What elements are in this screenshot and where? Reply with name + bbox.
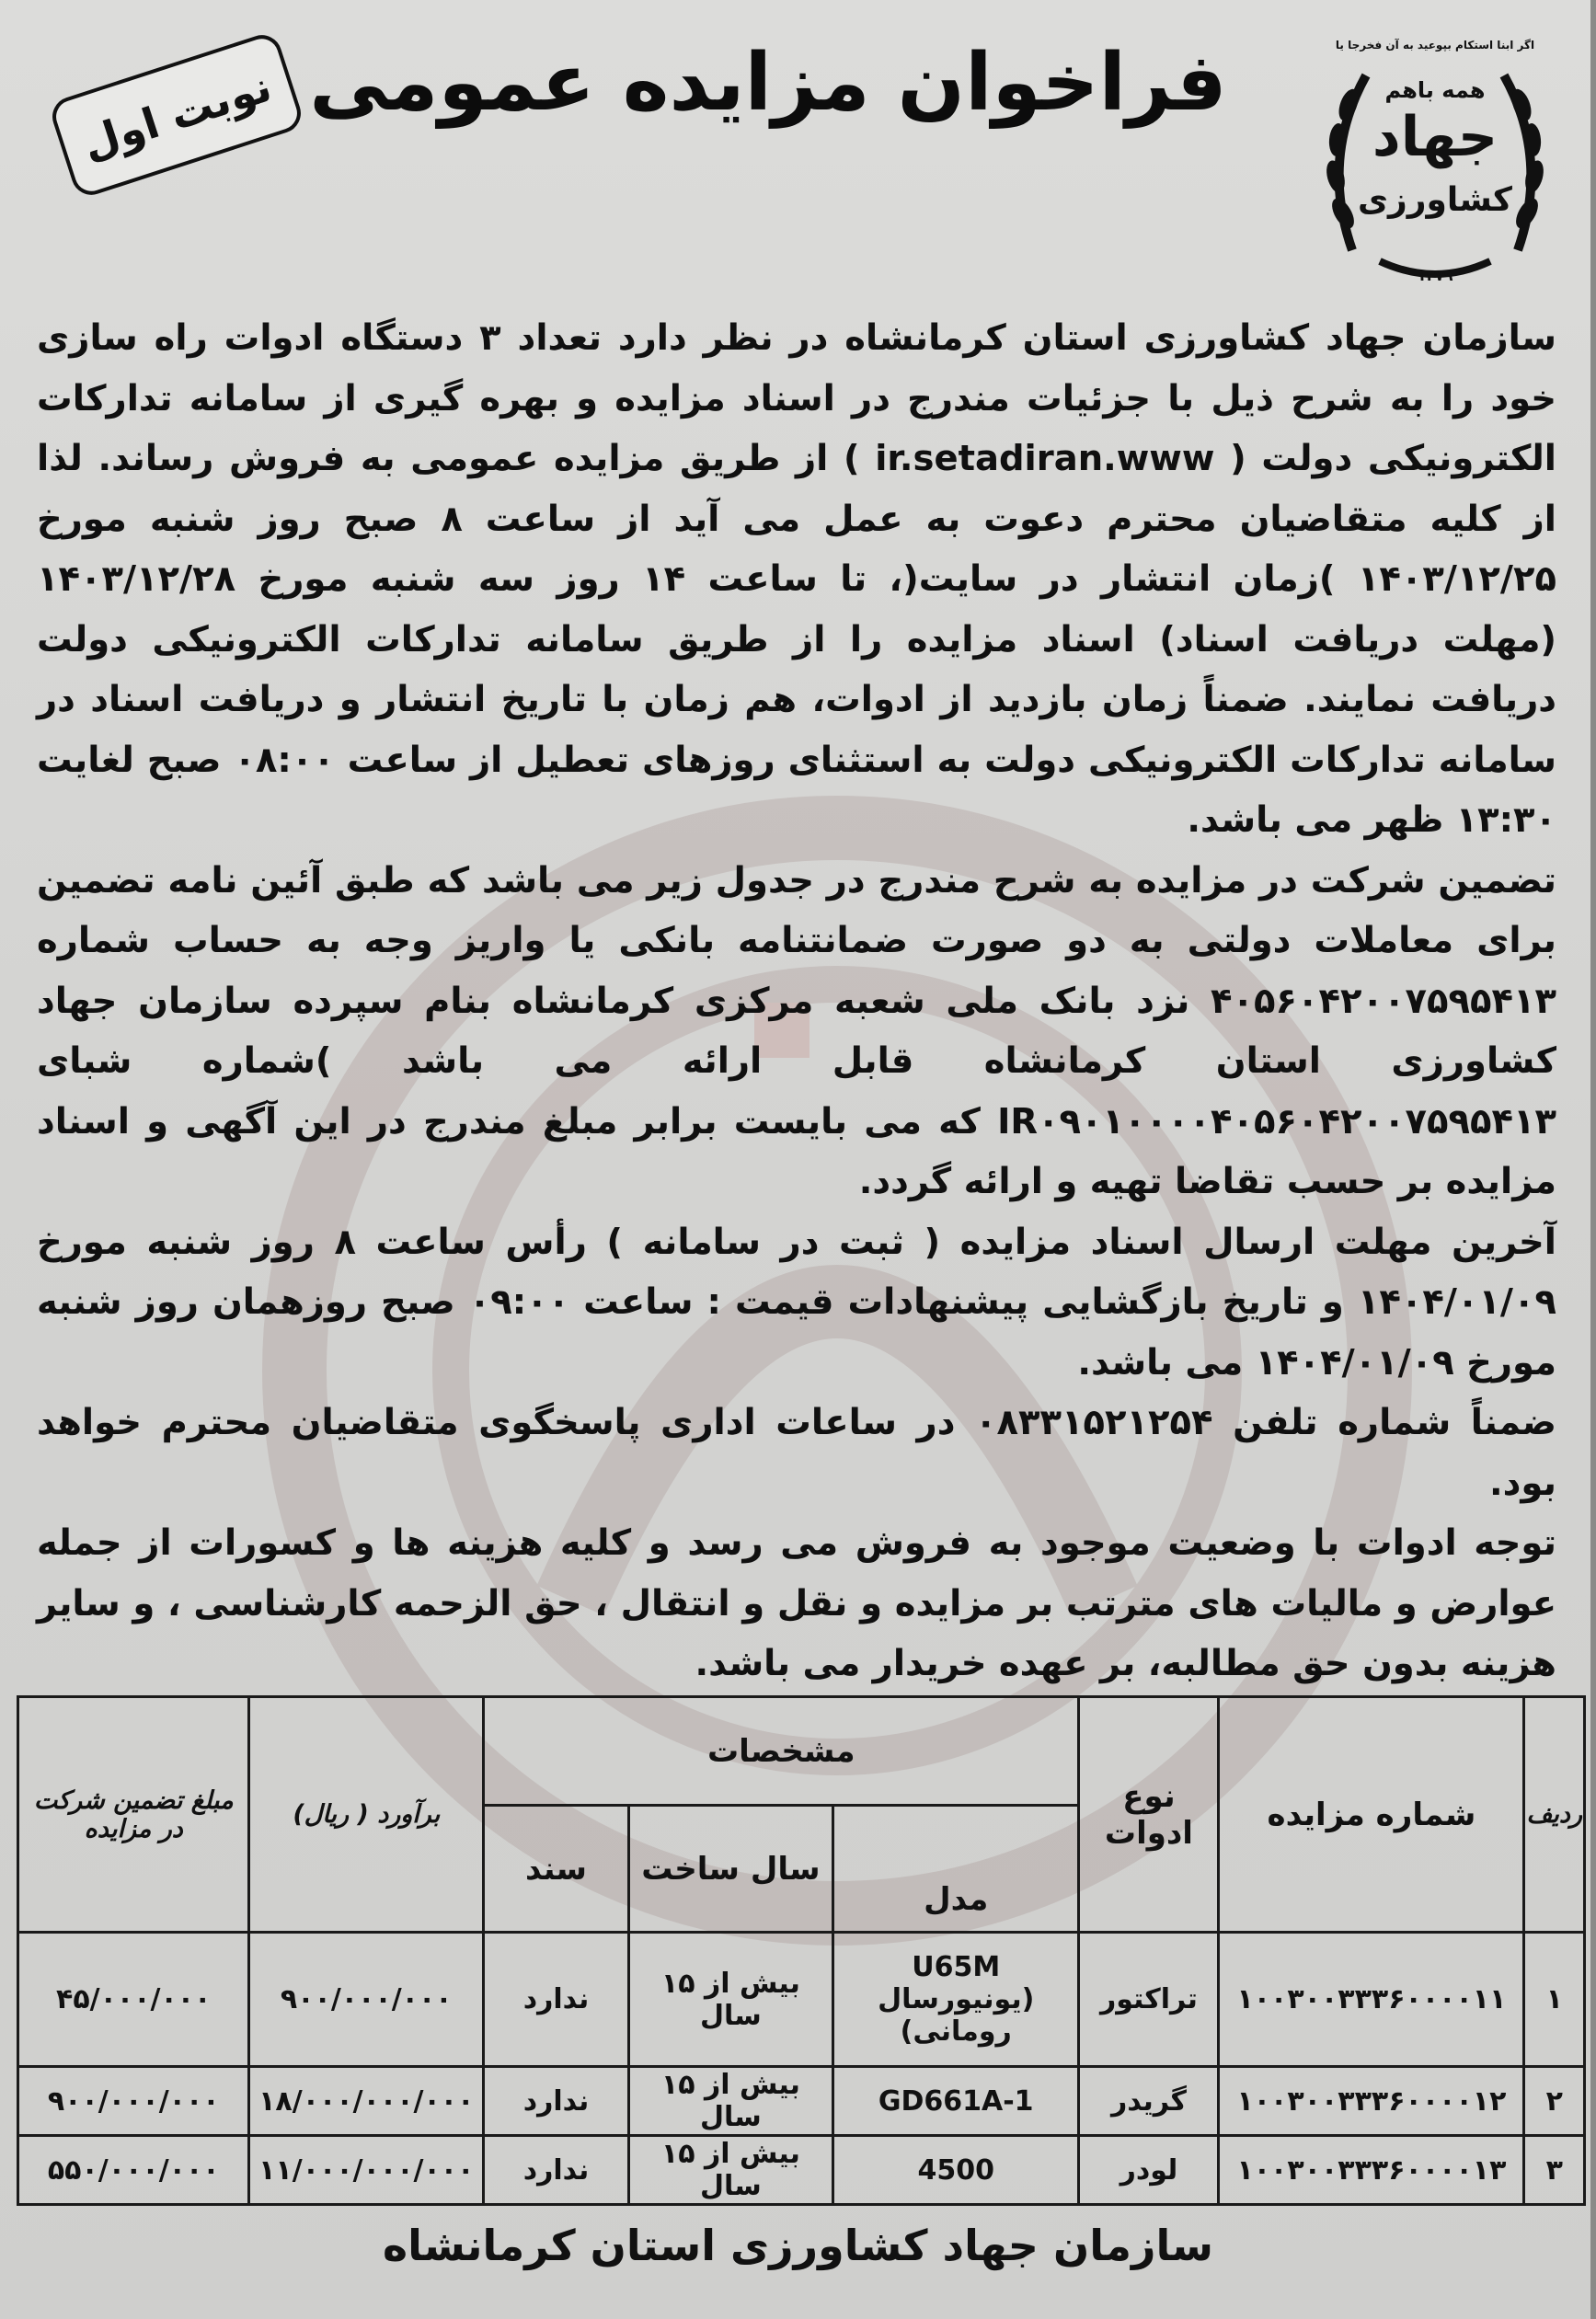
logo-year: ۱۳۷۹ bbox=[1417, 267, 1453, 284]
logo-name: جهاد bbox=[1372, 105, 1498, 169]
cell-auction-no: ۱۰۰۳۰۰۳۳۳۶۰۰۰۰۱۱ bbox=[1219, 1933, 1524, 2067]
cell-estimate: ۹۰۰/۰۰۰/۰۰۰ bbox=[249, 1933, 484, 2067]
cell-row-no: ۳ bbox=[1524, 2136, 1585, 2205]
page-edge bbox=[1590, 0, 1596, 2319]
logo-motto: اگر ابنا استکام بپوعید به آن فخرجا یا bbox=[1335, 39, 1535, 52]
badge-label: نوبت اول bbox=[75, 61, 278, 169]
logo-top-text: همه باهم bbox=[1384, 77, 1486, 103]
cell-model: 4500 bbox=[832, 2136, 1079, 2205]
cell-auction-no: ۱۰۰۳۰۰۳۳۳۶۰۰۰۰۱۲ bbox=[1219, 2067, 1524, 2136]
col-guarantee: مبلغ تضمین شرکت در مزایده bbox=[18, 1697, 249, 1933]
cell-row-no: ۱ bbox=[1524, 1933, 1585, 2067]
cell-guarantee: ۴۵/۰۰۰/۰۰۰ bbox=[18, 1933, 249, 2067]
cell-year: بیش از ۱۵ سال bbox=[628, 2067, 832, 2136]
logo-sub: کشاورزی bbox=[1358, 181, 1512, 219]
jahad-keshavarzi-logo bbox=[1315, 20, 1555, 296]
cell-document: ندارد bbox=[484, 2067, 629, 2136]
col-row-no: ردیف bbox=[1524, 1697, 1585, 1933]
table-row bbox=[18, 2136, 1585, 2205]
col-document: سند bbox=[484, 1806, 629, 1933]
cell-model: GD661A-1 bbox=[832, 2067, 1079, 2136]
paragraph-2: تضمین شرکت در مزایده به شرح مندرج در جدول زیر می باشد که طبق آئین نامه تضمین برای معاملات دولتی به دو صورت ضمانتنامه بانکی یا واریز وجه به حساب شماره ۴۰۵۶۰۴۲۰۰۷۵۹۵۴۱۳ نزد بانک ملی شعبه مرکزی کرمانشاه بنام سپرده سازمان جهاد کشاورزی استان کرمانشاه قابل ارائه می باشد )شماره شبای IR۰۹۰۱۰۰۰۰۴۰۵۶۰۴۲۰۰۷۵۹۵۴۱۳ که می بایست برابر مبلغ مندرج در این آگهی و اسناد مزایده بر حسب تقاضا تهیه و ارائه گردد. bbox=[37, 859, 1556, 1202]
cell-guarantee: ۹۰۰/۰۰۰/۰۰۰ bbox=[18, 2067, 249, 2136]
cell-year: بیش از ۱۵ سال bbox=[628, 1933, 832, 2067]
paragraph-1-text: در نظر دارد تعداد ۳ دستگاه ادوات راه سازی خود را به شرح ذیل با جزئیات مندرج در اسناد مزایده و بهره گیری از سامانه تدارکات الکترونیکی دولت ( ir.setadiran.www ) از طریق مزایده عمومی به فروش رساند. لذا از کلیه متقاضیان محترم دعوت به عمل می آید از ساعت ۸ صبح روز شنبه مورخ ۱۴۰۳/۱۲/۲۵ )زمان انتشار در سایت(، تا ساعت ۱۴ روز سه شنبه مورخ ۱۴۰۳/۱۲/۲۸ (مهلت دریافت اسناد) اسناد مزایده را از طریق سامانه تدارکات الکترونیکی دولت دریافت نمایند. ضمناً زمان بازدید از ادوات، هم زمان با تاریخ انتشار و دریافت اسناد در سامانه تدارکات الکترونیکی دولت به استثنای روزهای تعطیل از ساعت ۰۸:۰۰ صبح لغایت ۱۳:۳۰ ظهر می باشد. bbox=[37, 317, 1556, 841]
org-name-lead: سازمان جهاد کشاورزی استان کرمانشاه bbox=[844, 317, 1556, 359]
paragraph-5: توجه ادوات با وضعیت موجود به فروش می رسد و کلیه هزینه ها و کسورات از جمله عوارض و مالیات های مترتب بر مزایده و نقل و انتقال ، حق الزحمه کارشناسی ، و سایر هزینه بدون حق مطالبه، بر عهده خریدار می باشد. bbox=[37, 1522, 1556, 1684]
cell-type: لودر bbox=[1079, 2136, 1219, 2205]
auction-items-table bbox=[17, 1695, 1586, 2206]
cell-row-no: ۲ bbox=[1524, 2067, 1585, 2136]
cell-model: U65M (یونیورسال رومانی) bbox=[832, 1933, 1079, 2067]
paragraph-1 bbox=[37, 308, 1556, 851]
col-year: سال ساخت bbox=[628, 1806, 832, 1933]
paragraph-4: ضمناً شماره تلفن ۰۸۳۳۱۵۲۱۲۵۴ در ساعات اداری پاسخگوی متقاضیان محترم خواهد بود. bbox=[37, 1402, 1556, 1504]
auction-table bbox=[17, 1695, 1586, 2202]
col-type: نوع ادوات bbox=[1079, 1697, 1219, 1933]
cell-type: گریدر bbox=[1079, 2067, 1219, 2136]
cell-estimate: ۱۸/۰۰۰/۰۰۰/۰۰۰ bbox=[249, 2067, 484, 2136]
cell-year: بیش از ۱۵ سال bbox=[628, 2136, 832, 2205]
col-model: مدل bbox=[832, 1806, 1079, 1933]
cell-document: ندارد bbox=[484, 1933, 629, 2067]
table-row bbox=[18, 1933, 1585, 2067]
cell-type: تراکتور bbox=[1079, 1933, 1219, 2067]
cell-guarantee: ۵۵۰/۰۰۰/۰۰۰ bbox=[18, 2136, 249, 2205]
table-header-row bbox=[18, 1697, 1585, 1806]
paragraph-3: آخرین مهلت ارسال اسناد مزایده ( ثبت در سامانه ) رأس ساعت ۸ روز شنبه مورخ ۱۴۰۴/۰۱/۰۹ و تاریخ بازگشایی پیشنهادات قیمت : ساعت ۰۹:۰۰ صبح روزهمان روز شنبه مورخ ۱۴۰۴/۰۱/۰۹ می باشد. bbox=[37, 1221, 1557, 1383]
edition-badge bbox=[47, 30, 305, 201]
cell-document: ندارد bbox=[484, 2136, 629, 2205]
table-row bbox=[18, 2067, 1585, 2136]
page-title: فراخوان مزایده عمومی bbox=[309, 37, 1227, 129]
col-estimate: برآورد ( ریال) bbox=[249, 1697, 484, 1933]
cell-estimate: ۱۱/۰۰۰/۰۰۰/۰۰۰ bbox=[249, 2136, 484, 2205]
cell-auction-no: ۱۰۰۳۰۰۳۳۳۶۰۰۰۰۱۳ bbox=[1219, 2136, 1524, 2205]
col-specs: مشخصات bbox=[484, 1697, 1079, 1806]
col-auction-no: شماره مزایده bbox=[1219, 1697, 1524, 1933]
footer-signature: سازمان جهاد کشاورزی استان کرمانشاه bbox=[383, 2221, 1213, 2270]
announcement-body bbox=[37, 308, 1556, 1694]
